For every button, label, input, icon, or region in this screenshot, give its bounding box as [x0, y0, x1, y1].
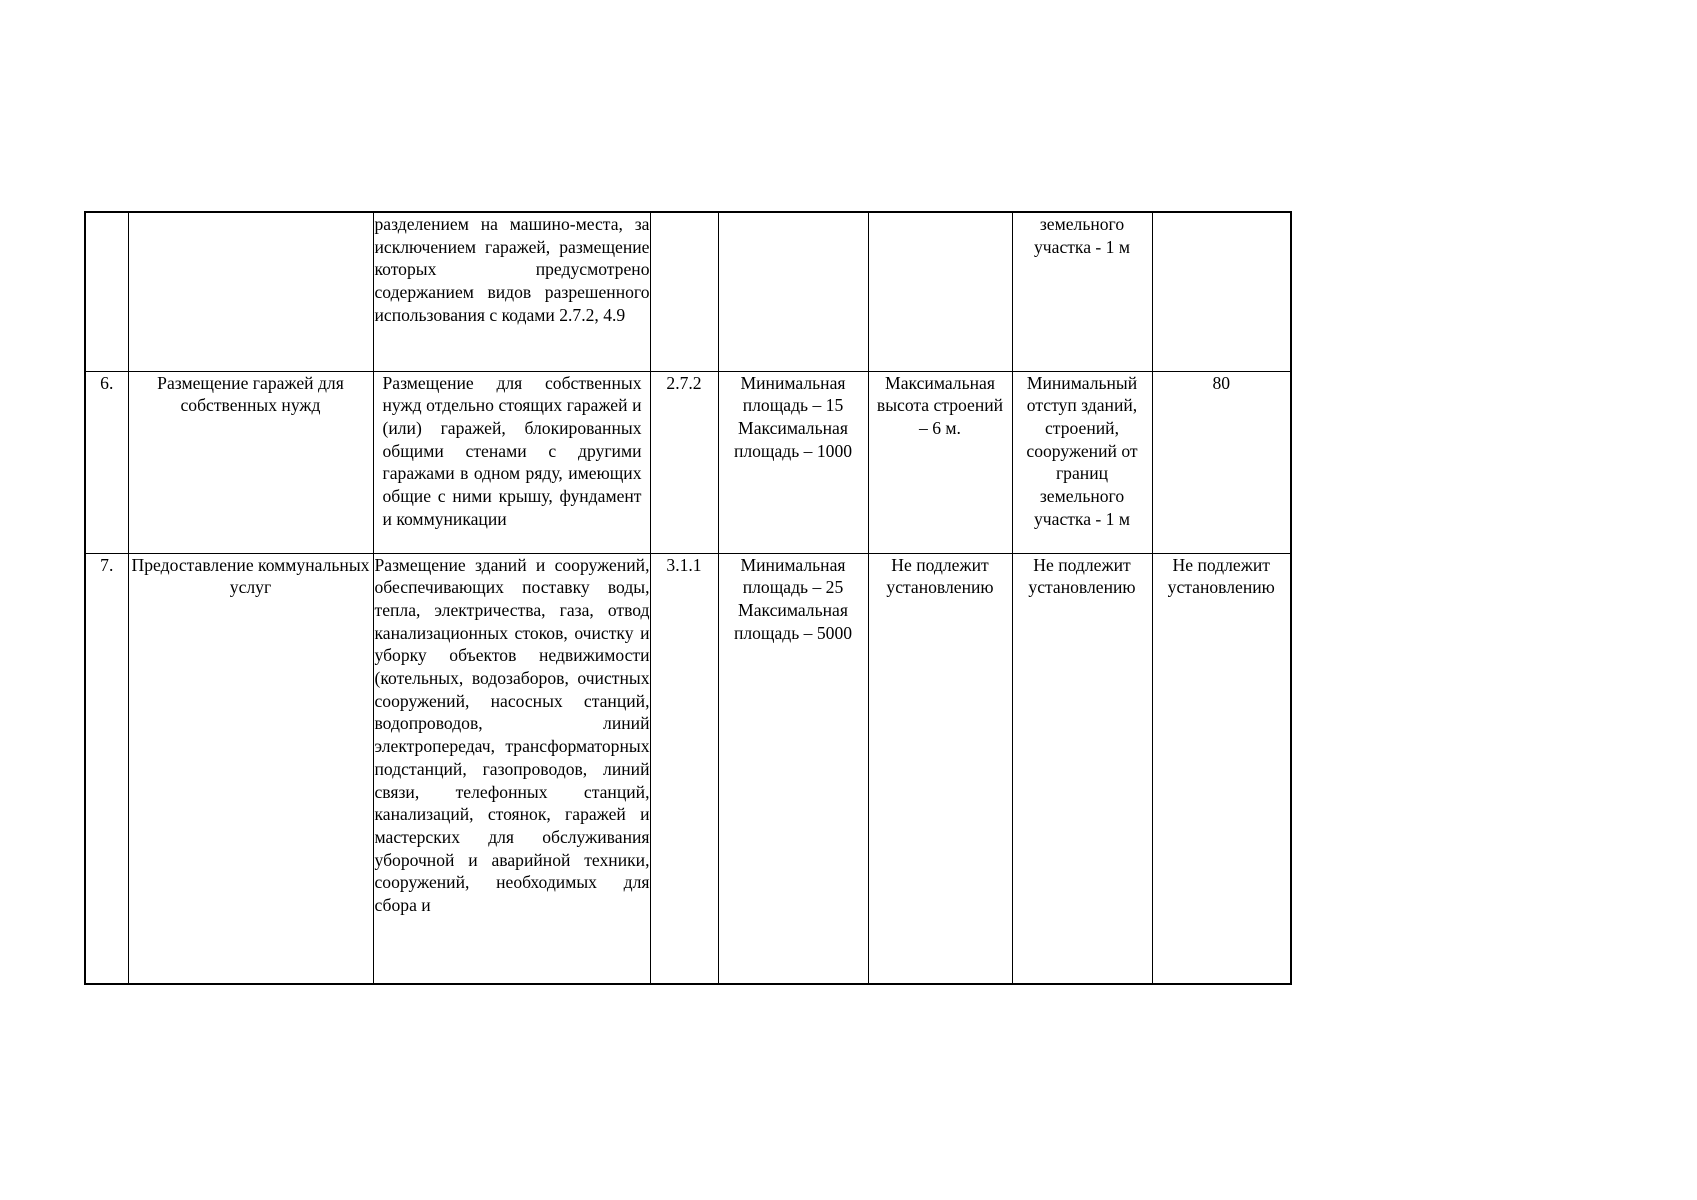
use-code-cell: [650, 553, 718, 984]
use-description-cell: [373, 212, 650, 371]
use-code-cell: [650, 212, 718, 371]
use-description-cell: [373, 371, 650, 553]
building-height: Не подлежит установлению: [886, 554, 994, 598]
use-name-cell: [128, 553, 373, 984]
use-description: разделением на машино-места, за исключением гаражей, размещение которых предусмотрено содержанием видов разрешенного использования с кодами 2.7.2, 4.9: [374, 214, 650, 325]
row-number: 6.: [100, 372, 114, 393]
building-height: Максимальная высота строений – 6 м.: [876, 372, 1004, 438]
plot-area: Минимальная площадь – 25 Максимальная площадь – 5000: [733, 554, 853, 643]
build-percent: 80: [1212, 372, 1231, 393]
build-percent-cell: [1152, 553, 1291, 984]
setback: земельного участка - 1 м: [1033, 214, 1131, 257]
build-percent: Не подлежит установлению: [1167, 554, 1275, 598]
use-description: Размещение для собственных нужд отдельно стоящих гаражей и (или) гаражей, блокированных общими стенами с другими гаражами в одном ряду, имеющих общие с ними крышу, фундамент и коммуникации: [382, 372, 642, 529]
row-number-cell: [85, 371, 128, 553]
use-name: Размещение гаражей для собственных нужд: [157, 372, 344, 416]
plot-area-cell: [718, 212, 868, 371]
plot-area: Минимальная площадь – 15 Максимальная площадь – 1000: [733, 372, 853, 461]
setback: Минимальный отступ зданий, строений, сооружений от границ земельного участка - 1 м: [1026, 372, 1138, 529]
building-height-cell: [868, 212, 1012, 371]
build-percent-cell: [1152, 212, 1291, 371]
plot-area-cell: [718, 553, 868, 984]
use-description: Размещение зданий и сооружений, обеспечивающих поставку воды, тепла, электричества, газа, отвод канализационных стоков, очистку и уборку объектов недвижимости (котельных, водозаборов, очистных сооружений, насосных станций, водопроводов, линий электропередач, трансформаторных подстанций, газопроводов, линий связи, телефонных станций, канализаций, стоянок, гаражей и мастерских для обслуживания уборочной и аварийной техники, сооружений, необходимых для сбора и: [374, 554, 650, 916]
table-row: [85, 212, 1291, 371]
use-name-cell: [128, 371, 373, 553]
setback-cell: [1012, 553, 1152, 984]
setback: Не подлежит установлению: [1028, 554, 1136, 598]
table-row: [85, 371, 1291, 553]
plot-area-cell: [718, 371, 868, 553]
use-code-cell: [650, 371, 718, 553]
setback-cell: [1012, 212, 1152, 371]
use-name-cell: [128, 212, 373, 371]
use-name: Предоставление коммунальных услуг: [131, 554, 370, 598]
use-code: 3.1.1: [666, 554, 702, 575]
use-code: 2.7.2: [666, 372, 702, 393]
row-number: 7.: [100, 554, 114, 575]
land-use-table: [84, 211, 1292, 985]
row-number-cell: [85, 212, 128, 371]
row-number-cell: [85, 553, 128, 984]
building-height-cell: [868, 371, 1012, 553]
use-description-cell: [373, 553, 650, 984]
build-percent-cell: [1152, 371, 1291, 553]
building-height-cell: [868, 553, 1012, 984]
setback-cell: [1012, 371, 1152, 553]
table-row: [85, 553, 1291, 984]
